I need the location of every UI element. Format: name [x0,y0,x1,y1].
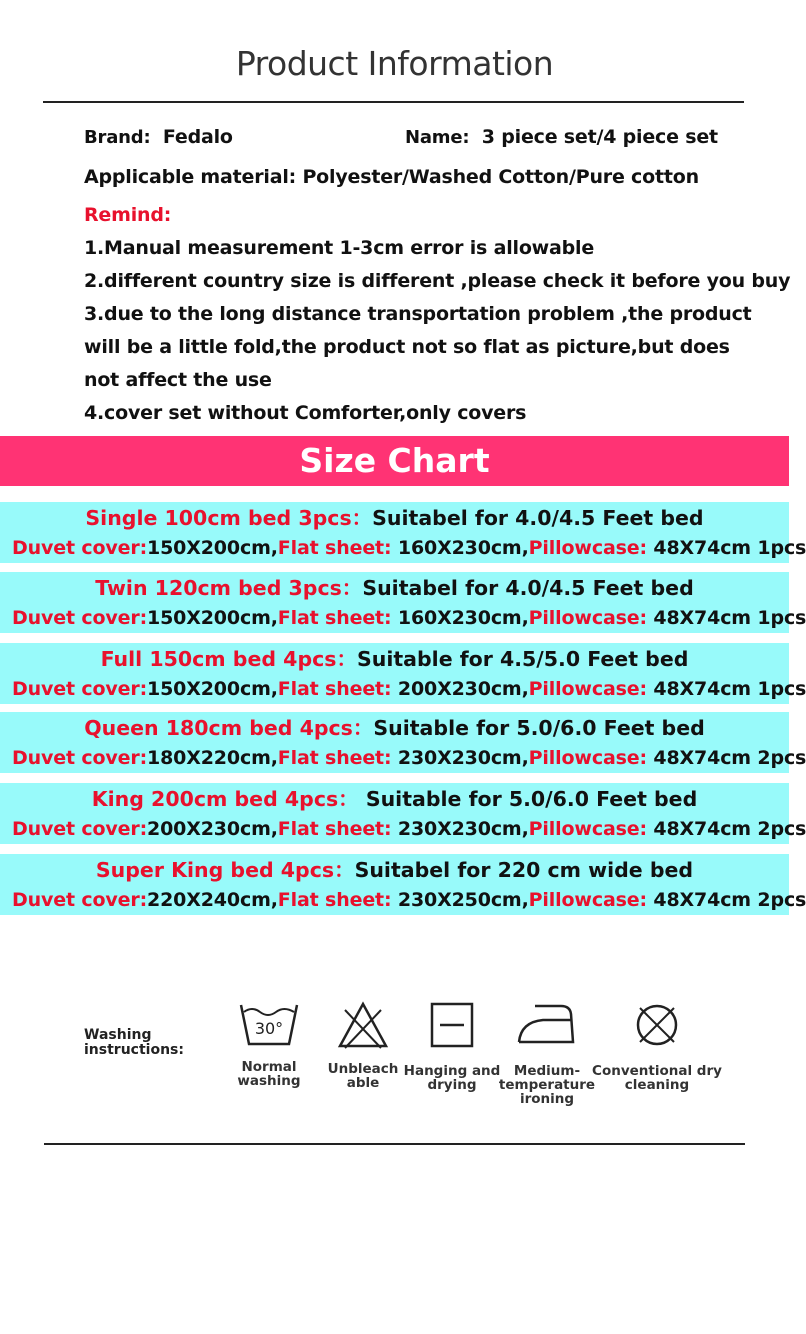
pillow-label: Pillowcase: [528,678,647,700]
iron-medium-icon [515,1000,579,1050]
size-fit: Suitabel for 4.0/4.5 Feet bed [362,576,694,600]
flat-size: 200X230cm, [391,678,529,700]
wash-item-hang-dry: Hanging and drying [387,1000,517,1092]
duvet-label: Duvet cover: [12,747,148,769]
size-row-twin [0,572,806,633]
wash-item-normal: 30° Normal washing [204,1000,334,1088]
size-name: Super King bed 4pcs： [95,858,355,882]
duvet-size: 200X230cm, [147,818,278,840]
note-line-1: 1.Manual measurement 1-3cm error is allowable [84,237,595,259]
size-row-queen [0,712,806,773]
size-name: Twin 120cm bed 3pcs： [95,576,363,600]
pillow-size: 48X74cm 1pcs [646,678,806,700]
wash-item-dry-clean: Conventional dry cleaning [577,1000,737,1092]
size-name: Full 150cm bed 4pcs： [100,647,357,671]
pillow-label: Pillowcase: [528,889,647,911]
pillow-size: 48X74cm 2pcs [646,889,806,911]
remind-label: Remind: [84,204,172,226]
size-fit: Suitable for 5.0/6.0 Feet bed [373,716,705,740]
size-name: King 200cm bed 4pcs： [91,787,359,811]
duvet-label: Duvet cover: [12,889,148,911]
flat-label: Flat sheet: [277,889,392,911]
name-label: Name: [405,127,470,148]
pillow-label: Pillowcase: [528,537,647,559]
name-value: 3 piece set/4 piece set [481,126,718,148]
flat-size: 230X230cm, [391,747,529,769]
flat-label: Flat sheet: [277,678,392,700]
duvet-size: 150X200cm, [147,537,278,559]
no-dry-clean-icon [632,1000,682,1050]
name-row [405,126,718,148]
divider-bottom [44,1143,745,1145]
size-row-super-king [0,854,806,915]
pillow-size: 48X74cm 1pcs [646,537,806,559]
size-fit: Suitable for 4.5/5.0 Feet bed [356,647,689,671]
size-chart-title: Size Chart [0,436,789,486]
duvet-label: Duvet cover: [12,678,148,700]
flat-size: 230X250cm, [391,889,529,911]
pillow-size: 48X74cm 2pcs [646,818,806,840]
size-fit: Suitable for 5.0/6.0 Feet bed [358,787,698,811]
note-line-4: will be a little fold,the product not so flat as picture,but does [84,336,730,358]
flat-label: Flat sheet: [277,818,392,840]
size-name: Single 100cm bed 3pcs： [85,506,373,530]
hang-dry-icon [427,1000,477,1050]
wash-item-ironing: Medium- temperature ironing [482,1000,612,1106]
duvet-label: Duvet cover: [12,607,148,629]
brand-value: Fedalo [162,126,233,148]
duvet-label: Duvet cover: [12,537,148,559]
pillow-size: 48X74cm 2pcs [646,747,806,769]
note-line-6: 4.cover set without Comforter,only covers [84,402,527,424]
duvet-size: 150X200cm, [147,678,278,700]
duvet-size: 220X240cm, [147,889,278,911]
flat-label: Flat sheet: [277,747,392,769]
no-bleach-icon [336,1000,390,1050]
size-row-king [0,783,806,844]
divider-top [43,101,744,103]
page-title: Product Information [235,44,554,83]
brand-label: Brand: [84,127,151,148]
pillow-label: Pillowcase: [528,607,647,629]
brand-row [84,126,233,148]
flat-size: 160X230cm, [391,537,529,559]
washing-label: Washing instructions: [84,1027,184,1058]
pillow-label: Pillowcase: [528,818,647,840]
size-row-full [0,643,806,704]
note-line-5: not affect the use [84,369,272,391]
flat-label: Flat sheet: [277,537,392,559]
note-line-2: 2.different country size is different ,please check it before you buy [84,270,791,292]
duvet-size: 180X220cm, [147,747,278,769]
material-line: Applicable material: Polyester/Washed Cotton/Pure cotton [84,166,699,188]
wash-item-unbleach: Unbleach able [298,1000,428,1090]
flat-label: Flat sheet: [277,607,392,629]
size-name: Queen 180cm bed 4pcs： [84,716,374,740]
size-row-single [0,502,806,563]
duvet-size: 150X200cm, [147,607,278,629]
flat-size: 160X230cm, [391,607,529,629]
duvet-label: Duvet cover: [12,818,148,840]
wash-30-icon [236,1000,302,1050]
note-line-3: 3.due to the long distance transportation problem ,the product [84,303,752,325]
pillow-size: 48X74cm 1pcs [646,607,806,629]
size-fit: Suitabel for 4.0/4.5 Feet bed [372,506,704,530]
pillow-label: Pillowcase: [528,747,647,769]
wash-temp: 30° [254,1019,284,1038]
size-fit: Suitabel for 220 cm wide bed [354,858,694,882]
flat-size: 230X230cm, [391,818,529,840]
